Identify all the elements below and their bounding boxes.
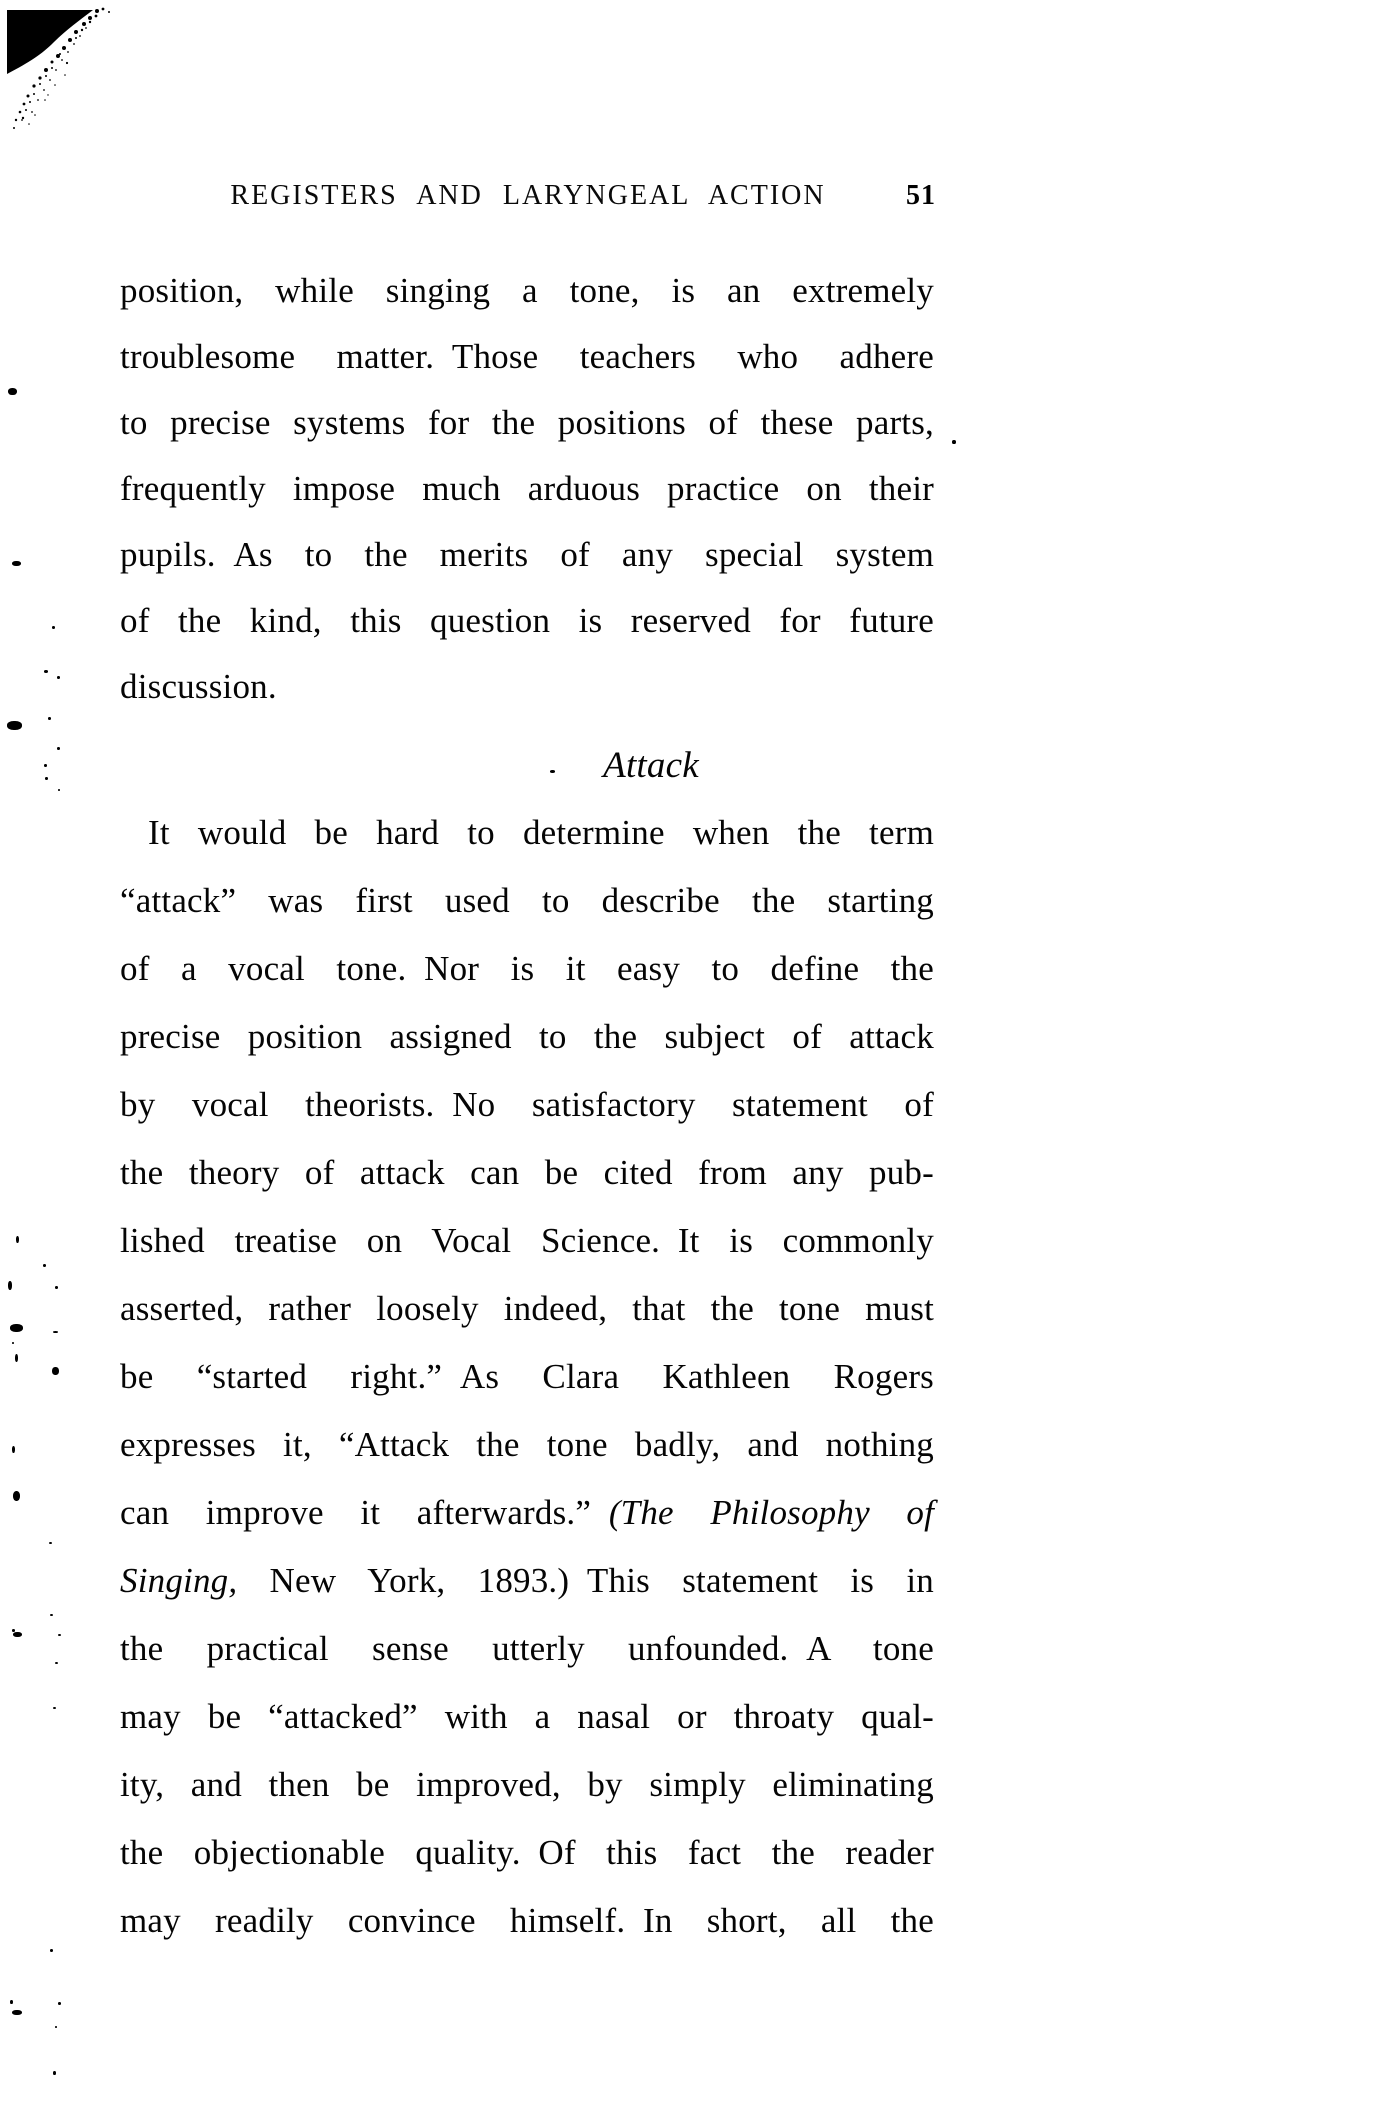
scan-speck	[53, 2071, 56, 2075]
text-run: expresses it, “Attack the tone badly, and nothing	[120, 1425, 934, 1464]
text-line	[120, 1479, 934, 1547]
scan-speck	[45, 777, 48, 780]
scan-speck	[58, 2002, 61, 2005]
text-run: by vocal theorists. No satisfactory statement of	[120, 1085, 934, 1124]
scan-speck	[48, 717, 51, 720]
text-line	[120, 1547, 934, 1615]
scan-speck	[952, 440, 956, 444]
scan-speck	[12, 1446, 15, 1453]
page-text	[120, 258, 934, 1955]
scan-speck	[52, 1367, 59, 1375]
running-header	[120, 180, 936, 220]
text-run: “attack” was first used to describe the starting	[120, 881, 934, 920]
scan-speck	[43, 1264, 46, 1267]
scan-speck	[10, 2000, 13, 2004]
text-line	[120, 258, 934, 324]
scan-speck	[55, 2026, 57, 2028]
text-run: of the kind, this question is reserved for future	[120, 601, 934, 640]
text-line	[120, 1411, 934, 1479]
section-heading-block	[120, 733, 934, 799]
scan-speck	[10, 1324, 23, 1332]
text-run: pupils. As to the merits of any special system	[120, 535, 934, 574]
running-header-title: REGISTERS AND LARYNGEAL ACTION	[230, 180, 826, 211]
text-run: troublesome matter. Those teachers who adhere	[120, 337, 934, 376]
text-line	[120, 1139, 934, 1207]
text-line	[120, 867, 934, 935]
scan-speck	[55, 1286, 58, 1289]
scan-speck	[16, 1236, 19, 1243]
text-run: the objectionable quality. Of this fact the reader	[120, 1833, 934, 1872]
text-run: precise position assigned to the subject of attack	[120, 1017, 934, 1056]
paragraph	[120, 258, 934, 720]
scan-speck	[12, 2010, 22, 2015]
scan-speck	[12, 1342, 14, 1344]
scan-speck	[55, 1662, 58, 1664]
scan-speck	[12, 561, 21, 566]
scan-speck	[8, 388, 17, 395]
text-line	[120, 1887, 934, 1955]
scan-speck	[58, 1634, 61, 1636]
text-run: New York, 1893.) This statement is in	[237, 1561, 934, 1600]
text-line	[120, 1207, 934, 1275]
paragraph	[120, 799, 934, 1955]
scan-speck	[49, 1542, 52, 1544]
text-line	[120, 390, 934, 456]
text-run: to precise systems for the positions of these parts,	[120, 403, 934, 442]
scan-speck	[550, 770, 555, 773]
text-run: frequently impose much arduous practice on their	[120, 469, 934, 508]
text-run: asserted, rather loosely indeed, that the tone must	[120, 1289, 934, 1328]
text-line	[120, 1275, 934, 1343]
italic-text-run: Attack	[603, 745, 699, 786]
scan-speck	[50, 1614, 53, 1616]
scan-speck	[57, 747, 60, 750]
scan-speck	[44, 670, 48, 673]
scan-speck	[52, 626, 55, 629]
text-line	[120, 1819, 934, 1887]
text-line	[120, 654, 934, 720]
text-run: It would be hard to determine when the term	[148, 813, 934, 852]
italic-text-run: (The Philosophy of	[608, 1493, 934, 1532]
text-run: the practical sense utterly unfounded. A tone	[120, 1629, 934, 1668]
scan-speck	[15, 1354, 18, 1362]
text-line	[120, 1071, 934, 1139]
text-run: lished treatise on Vocal Science. It is commonly	[120, 1221, 934, 1260]
text-run: the theory of attack can be cited from any pub-	[120, 1153, 934, 1192]
scan-speck	[13, 1632, 22, 1637]
scan-speck	[58, 789, 60, 791]
scan-speck	[57, 676, 60, 679]
text-run: be “started right.” As Clara Kathleen Rogers	[120, 1357, 934, 1396]
text-run: may readily convince himself. In short, all the	[120, 1901, 934, 1940]
text-run: may be “attacked” with a nasal or throaty qual-	[120, 1697, 934, 1736]
scan-speck	[53, 1331, 58, 1333]
text-run: of a vocal tone. Nor is it easy to define the	[120, 949, 934, 988]
text-run: position, while singing a tone, is an extremely	[120, 271, 934, 310]
text-run: discussion.	[120, 667, 277, 706]
text-line	[120, 522, 934, 588]
scan-speck	[44, 764, 47, 767]
scan-speck	[7, 721, 22, 730]
text-line	[120, 456, 934, 522]
text-line	[120, 799, 934, 867]
scan-speck	[8, 1281, 12, 1290]
text-line	[120, 1751, 934, 1819]
scan-speck	[13, 1491, 20, 1501]
italic-text-run: Singing,	[120, 1561, 238, 1600]
scan-speck	[53, 1707, 56, 1709]
text-line	[120, 1003, 934, 1071]
text-line	[120, 324, 934, 390]
text-line	[120, 1615, 934, 1683]
text-line	[120, 935, 934, 1003]
text-run: ity, and then be improved, by simply eliminating	[120, 1765, 934, 1804]
text-run: can improve it afterwards.”	[120, 1493, 609, 1532]
section-heading	[120, 733, 934, 799]
scan-corner-artifact	[0, 0, 140, 160]
text-line	[120, 1683, 934, 1751]
page-number: 51	[906, 180, 936, 211]
text-line	[120, 1343, 934, 1411]
text-line	[120, 588, 934, 654]
scan-speck	[50, 1949, 53, 1952]
